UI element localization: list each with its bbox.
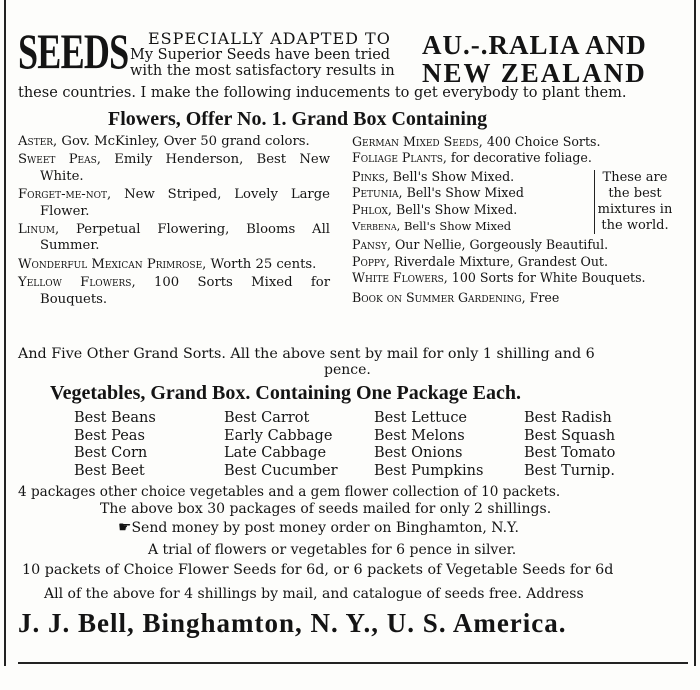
especially-adapted-text: ESPECIALLY ADAPTED TO xyxy=(148,29,391,48)
send-money-text: Send money by post money order on Binghamton, N.Y. xyxy=(131,520,519,536)
list-item: Petunia, Bell's Show Mixed xyxy=(352,185,524,201)
table-cell: Best Corn xyxy=(74,445,148,461)
send-money-line xyxy=(118,518,519,536)
table-row xyxy=(74,445,674,463)
trial-text: A trial of flowers or vegetables for 6 pence in silver. xyxy=(148,542,517,558)
pointing-hand-icon: ☛ xyxy=(118,518,132,536)
above-box-text: The above box 30 packages of seeds mailed for only 2 shillings. xyxy=(100,501,552,517)
list-item: Yellow Flowers, 100 Sorts Mixed for Bouquets. xyxy=(18,275,331,307)
list-item: Book on Summer Gardening, Free xyxy=(352,289,560,305)
flowers-heading: Flowers, Offer No. 1. Grand Box Containing xyxy=(108,108,488,130)
box-note-line: the world. xyxy=(601,218,669,233)
vegetables-table xyxy=(74,410,674,480)
table-row xyxy=(74,428,674,446)
australia-heading: AU.-.RALIA AND xyxy=(422,30,647,60)
list-item: Linum, Perpetual Flowering, Blooms All Summer. xyxy=(18,222,330,254)
table-cell: Best Squash xyxy=(524,427,616,444)
five-other-sorts-text: And Five Other Grand Sorts. All the above sent by mail for only 1 shilling and 6 xyxy=(18,346,595,362)
table-cell: Best Turnip. xyxy=(524,462,615,479)
table-cell: Best Onions xyxy=(374,445,463,461)
box-note-line: These are xyxy=(602,170,668,185)
bottom-rule xyxy=(18,662,688,664)
list-item: Pinks, Bell's Show Mixed. xyxy=(352,168,515,184)
inducements-text: these countries. I make the following inducements to get everybody to plant them. xyxy=(18,85,627,101)
flowers-left-column xyxy=(18,134,330,310)
all-above-text: All of the above for 4 shillings by mail, and catalogue of seeds free. Address xyxy=(44,586,584,602)
box-note-line: the best xyxy=(608,186,662,201)
four-packages-text: 4 packages other choice vegetables and a gem flower collection of 10 packets. xyxy=(18,484,561,500)
pence-text: pence. xyxy=(324,362,371,378)
table-cell: Best Lettuce xyxy=(374,410,468,426)
advertiser-signature: J. J. Bell, Binghamton, N. Y., U. S. America. xyxy=(18,608,567,638)
table-cell: Best Melons xyxy=(374,427,465,444)
advertisement xyxy=(18,0,672,662)
table-cell: Best Beet xyxy=(74,462,145,479)
table-cell: Best Pumpkins xyxy=(374,462,484,479)
list-item: Verbena, Bell's Show Mixed xyxy=(352,219,512,234)
list-item: White Flowers, 100 Sorts for White Bouquets. xyxy=(352,270,646,286)
list-item: Wonderful Mexican Primrose, Worth 25 cents. xyxy=(18,256,317,272)
ten-packets-text: 10 packets of Choice Flower Seeds for 6d, or 6 packets of Vegetable Seeds for 6d xyxy=(22,562,614,578)
list-item: Poppy, Riverdale Mixture, Grandest Out. xyxy=(352,253,608,269)
right-border-rule xyxy=(694,0,696,666)
table-cell: Best Tomato xyxy=(524,445,616,461)
box-note-line: mixtures in xyxy=(597,202,673,217)
seeds-headline: SEEDS xyxy=(18,23,129,79)
list-item: Foliage Plants, for decorative foliage. xyxy=(352,150,592,166)
table-row xyxy=(74,410,674,428)
new-zealand-heading: NEW ZEALAND xyxy=(422,58,647,88)
list-item: Phlox, Bell's Show Mixed. xyxy=(352,201,518,217)
table-cell: Best Radish xyxy=(524,410,612,426)
list-item: German Mixed Seeds, 400 Choice Sorts. xyxy=(352,134,601,149)
list-item: Sweet Peas, Emily Henderson, Best New White. xyxy=(18,152,330,184)
table-row xyxy=(74,463,674,481)
table-cell: Best Cucumber xyxy=(224,462,338,479)
superior-seeds-text: My Superior Seeds have been tried xyxy=(130,47,391,63)
table-cell: Best Beans xyxy=(74,410,156,426)
list-item: Aster, Gov. McKinley, Over 50 grand colors. xyxy=(18,134,310,149)
list-item: Forget-me-not, New Striped, Lovely Large Flower. xyxy=(18,187,330,219)
left-border-rule xyxy=(4,0,6,666)
vegetables-heading: Vegetables, Grand Box. Containing One Package Each. xyxy=(50,382,521,404)
table-cell: Early Cabbage xyxy=(224,427,333,444)
list-item: Pansy, Our Nellie, Gorgeously Beautiful. xyxy=(352,237,609,253)
table-cell: Late Cabbage xyxy=(224,445,327,461)
satisfactory-results-text: with the most satisfactory results in xyxy=(130,63,395,79)
table-cell: Best Peas xyxy=(74,427,145,444)
mixtures-note-box xyxy=(594,170,675,234)
table-cell: Best Carrot xyxy=(224,410,310,426)
